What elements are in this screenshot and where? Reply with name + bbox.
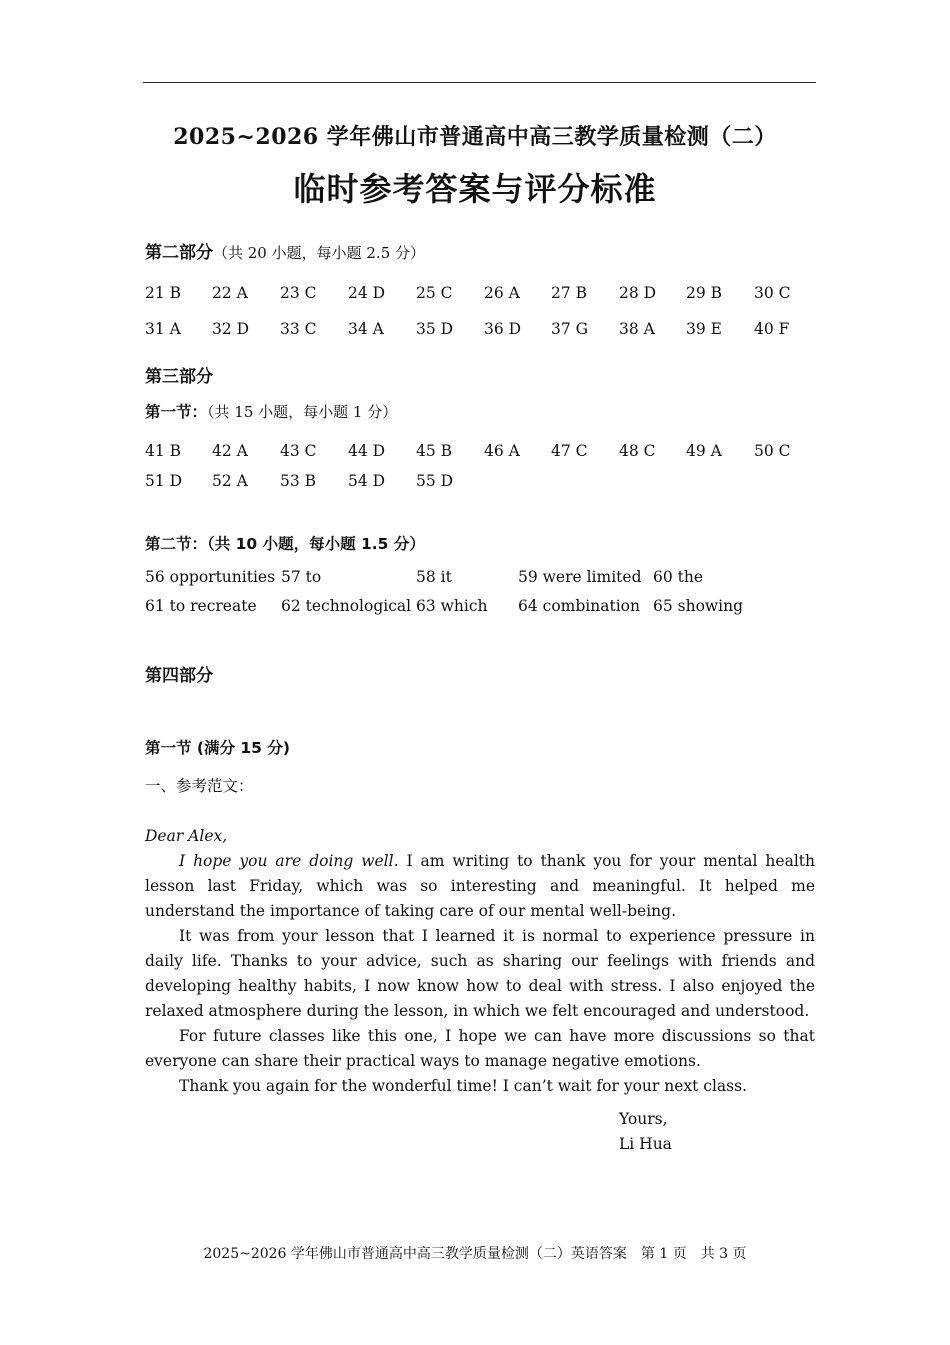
answer-58: 58 it	[416, 568, 452, 586]
answer-65: 65 showing	[653, 597, 744, 615]
part3-section1-heading: 第一节：	[145, 403, 208, 421]
answer-32: 32 D	[212, 320, 250, 338]
answer-43: 43 C	[280, 442, 317, 460]
part3-section1-heading-line	[145, 400, 397, 422]
answer-51: 51 D	[145, 472, 183, 490]
answer-54: 54 D	[348, 472, 386, 490]
answer-36: 36 D	[484, 320, 522, 338]
answer-29: 29 B	[686, 284, 723, 302]
answer-26: 26 A	[484, 284, 520, 302]
answer-24: 24 D	[348, 284, 386, 302]
answer-45: 45 B	[416, 442, 453, 460]
part2-heading: 第二部分	[145, 243, 213, 263]
answer-23: 23 C	[280, 284, 317, 302]
answer-62: 62 technological	[281, 597, 412, 615]
answer-21: 21 B	[145, 284, 182, 302]
answer-46: 46 A	[484, 442, 520, 460]
answer-55: 55 D	[416, 472, 454, 490]
part3-heading: 第三部分	[145, 367, 213, 387]
answer-49: 49 A	[686, 442, 722, 460]
essay-paragraph-4: Thank you again for the wonderful time! I can’t wait for your next class.	[179, 1077, 747, 1095]
answer-57: 57 to	[281, 568, 322, 586]
answer-31: 31 A	[145, 320, 181, 338]
answer-50: 50 C	[754, 442, 791, 460]
answer-39: 39 E	[686, 320, 722, 338]
page-footer: 2025~2026 学年佛山市普通高中高三教学质量检测（二）英语答案 第 1 页 共 3 页	[203, 1246, 747, 1262]
answer-27: 27 B	[551, 284, 588, 302]
sample-essay-label: 一、参考范文：	[145, 777, 254, 795]
answer-59: 59 were limited	[518, 568, 642, 586]
answer-33: 33 C	[280, 320, 317, 338]
answer-25: 25 C	[416, 284, 453, 302]
answer-44: 44 D	[348, 442, 386, 460]
answer-30: 30 C	[754, 284, 791, 302]
part4-section1-heading-line	[145, 736, 290, 758]
part2-heading-line	[145, 238, 425, 263]
answer-63: 63 which	[416, 597, 488, 615]
answer-22: 22 A	[212, 284, 248, 302]
part3-section2-heading-line	[145, 532, 425, 554]
essay-paragraph-2: It was from your lesson that I learned it is normal to experience pressure in daily life. Thanks to your advice, such as sharing our feelings with friends and developing healthy habits, I now know how to deal with stress. I also enjoyed the relaxed atmosphere during the lesson, in which we felt encouraged and understood.	[145, 927, 815, 1020]
answer-40: 40 F	[754, 320, 790, 338]
answer-48: 48 C	[619, 442, 656, 460]
answer-60: 60 the	[653, 568, 704, 586]
answer-key-title: 临时参考答案与评分标准	[293, 170, 657, 208]
answer-61: 61 to recreate	[145, 597, 257, 615]
essay-closing: Yours,	[619, 1110, 668, 1128]
answer-28: 28 D	[619, 284, 657, 302]
part3-heading-line	[145, 362, 213, 387]
answer-52: 52 A	[212, 472, 248, 490]
part4-section1-heading: 第一节 (满分 15 分)	[145, 739, 290, 757]
answer-53: 53 B	[280, 472, 317, 490]
exam-title: 2025~2026 学年佛山市普通高中高三教学质量检测（二）	[173, 124, 777, 150]
part3-section1-note: （共 15 小题，每小题 1 分）	[207, 403, 398, 421]
part3-section2-heading: 第二节：（共 10 小题，每小题 1.5 分）	[145, 535, 425, 553]
essay-paragraph-1	[145, 849, 815, 924]
answer-34: 34 A	[348, 320, 384, 338]
answer-41: 41 B	[145, 442, 182, 460]
part2-note: （共 20 小题，每小题 2.5 分）	[213, 244, 426, 262]
answer-42: 42 A	[212, 442, 248, 460]
part4-heading: 第四部分	[145, 666, 213, 686]
sample-essay	[145, 824, 815, 1099]
answer-47: 47 C	[551, 442, 588, 460]
essay-paragraph-1-text: I am writing to thank you for your mental health lesson last Friday, which was so interesting and meaningful. It helped me understand the importance of taking care of our mental well-being.	[145, 852, 815, 920]
answer-38: 38 A	[619, 320, 655, 338]
part4-heading-line	[145, 661, 213, 686]
answer-35: 35 D	[416, 320, 454, 338]
answer-56: 56 opportunities	[145, 568, 276, 586]
top-rule	[143, 82, 816, 83]
essay-signature-name: Li Hua	[619, 1135, 672, 1153]
answer-64: 64 combination	[518, 597, 640, 615]
essay-opening-italic: I hope you are doing well.	[179, 852, 399, 870]
essay-paragraph-3: For future classes like this one, I hope we can have more discussions so that everyone can share their practical ways to manage negative emotions.	[145, 1027, 815, 1070]
answer-37: 37 G	[551, 320, 589, 338]
essay-greeting: Dear Alex,	[145, 827, 228, 845]
